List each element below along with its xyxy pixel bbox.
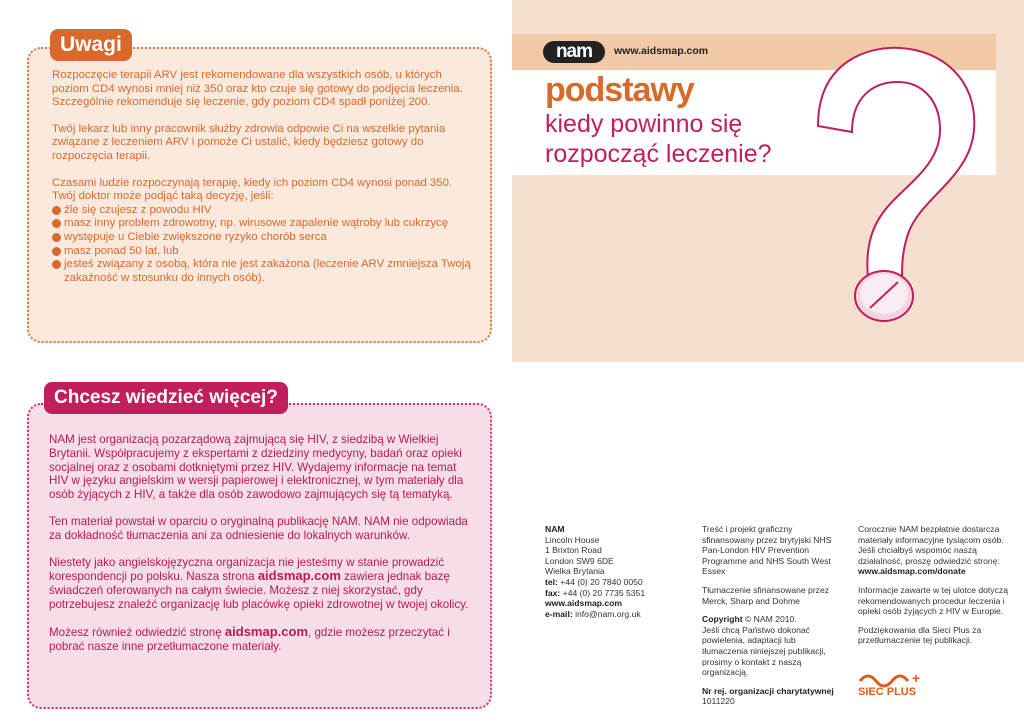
notes-paragraph-3: Czasami ludzie rozpoczynają terapię, kiedy ich poziom CD4 wynosi ponad 350. Twój doktor może podjąć taką decyzję, jeśli: — [52, 176, 453, 203]
siec-plus-name: SIEĆ PLUS — [858, 686, 917, 698]
bullet-icon — [52, 219, 61, 228]
donate-column: Corocznie NAM bezpłatnie dostarcza materiały informacyjne tysiącom osób. Jeśli chciałbyś wspomóc naszą działalność, proszę odwiedzić stronę: www.aidsmap.com/donate Informacje zawarte w tej ulotce dotyczą rekomendowanych procedur leczenia i opieki osób żyjących z HIV w Europie. Podziękowania dla Sieci Plus za przetłumaczenie tej publikacji. — [858, 524, 1008, 646]
list-item: masz ponad 50 lat, lub — [52, 245, 472, 259]
fax: fax: +44 (0) 20 7735 5351 — [545, 587, 646, 598]
list-item: masz inny problem zdrowotny, np. wirusowe zapalenie wątroby lub cukrzycę — [52, 217, 472, 231]
email[interactable]: e-mail: info@nam.org.uk — [545, 608, 641, 619]
nam-logo: nam — [543, 41, 605, 63]
funding-column: Treść i projekt graficzny sfinansowany przez brytyjski NHS Pan-London HIV Prevention Programme and NHS South West Essex Tłumaczenie sfinansowane przez Merck, Sharp and Dohme Copyright © NAM 2010. Jeśli chcą Państwo dokonać powielenia, adaptacji lub tłumaczenia niniejszej publikacji, prosimy o kontakt z naszą organizacją. Nr rej. organizacji charytatywnej 1011220 — [702, 524, 834, 707]
aidsmap-link[interactable]: aidsmap.com — [257, 568, 341, 584]
phone: tel: +44 (0) 20 7840 0050 — [545, 576, 643, 587]
cover-subtitle: kiedy powinno się rozpocząć leczenie? — [545, 110, 772, 168]
bullet-icon — [52, 260, 61, 269]
list-item: występuje u Ciebie zwiększone ryzyko chorób serca — [52, 231, 472, 245]
notes-bullet-list — [52, 204, 472, 286]
list-item: jesteś związany z osobą, która nie jest zakażona (leczenie ARV zmniejsza Twoją zakaźność w stosunku do innych osób). — [52, 258, 472, 285]
more-paragraph-3: Niestety jako angielskojęzyczna organizacja nie jesteśmy w stanie prowadzić korespondencji po polsku. Nasza strona aidsmap.com zawiera jednak bazę świadczeń oferowanych na całym świecie. Możesz z niej skorzystać, gdy potrzebujesz znaleźć organizację lub placówkę opieki zdrowotnej w twojej okolicy. — [49, 555, 469, 611]
more-paragraph-4: Możesz również odwiedzić stronę aidsmap.com, gdzie możesz przeczytać i pobrać nasze inne przetłumaczone materiały. — [49, 623, 450, 653]
more-paragraph-1: NAM jest organizacją pozarządową zajmującą się HIV, z siedzibą w Wielkiej Brytanii. Współpracujemy z ekspertami z dziedziny medycyny, badań oraz opieki socjalnej oraz z osobami dotkniętymi przez HIV. Wydajemy informacje na temat HIV w języku angielskim w wersji papierowej i elektronicznej, w tym materiały dla osób żyjących z HIV, a także dla osób zawodowo zajmujących się tą tematyką. — [49, 433, 464, 502]
notes-box — [27, 47, 492, 343]
more-info-box — [27, 403, 492, 709]
notes-tab-heading: Uwagi — [50, 29, 132, 61]
nam-contact-column: NAM Lincoln House 1 Brixton Road London SW9 6DE Wielka Brytania tel: +44 (0) 20 7840 0050 fax: +44 (0) 20 7735 5351 www.aidsmap.com e-mail: info@nam.org.uk — [545, 524, 685, 619]
list-item: źle się czujesz z powodu HIV — [52, 204, 472, 218]
aidsmap-link[interactable]: aidsmap.com — [224, 623, 309, 639]
bullet-icon — [52, 233, 61, 242]
more-paragraph-2: Ten materiał powstał w oparciu o oryginalną publikację NAM. NAM nie odpowiada za dokładność tłumaczenia ani za odniesienie do lokalnych warunków. — [49, 514, 468, 542]
notes-paragraph-2: Twój lekarz lub inny pracownik służby zdrowia odpowie Ci na wszelkie pytania związane z leczeniem ARV i pomoże Ci ustalić, kiedy będziesz gotowy do rozpoczęcia terapii. — [52, 122, 446, 162]
donate-link[interactable]: www.aidsmap.com/donate — [858, 566, 966, 577]
more-info-tab-heading: Chcesz wiedzieć więcej? — [44, 382, 288, 414]
svg-text:+: + — [912, 670, 921, 686]
bullet-icon — [52, 247, 61, 256]
site-url[interactable]: www.aidsmap.com — [614, 45, 709, 57]
notes-paragraph-1: Rozpoczęcie terapii ARV jest rekomendowane dla wszystkich osób, u których poziom CD4 wynosi mniej niż 350 oraz kto czuje się gotowy do podjęcia leczenia. Szczególnie rekomenduje się leczenie, gdy poziom CD4 spadł poniżej 200. — [52, 69, 463, 109]
pill-icon — [852, 268, 916, 324]
org-name: NAM — [545, 524, 565, 534]
cover-title: podstawy — [545, 71, 694, 109]
bullet-icon — [52, 206, 61, 215]
website-link[interactable]: www.aidsmap.com — [545, 598, 623, 609]
